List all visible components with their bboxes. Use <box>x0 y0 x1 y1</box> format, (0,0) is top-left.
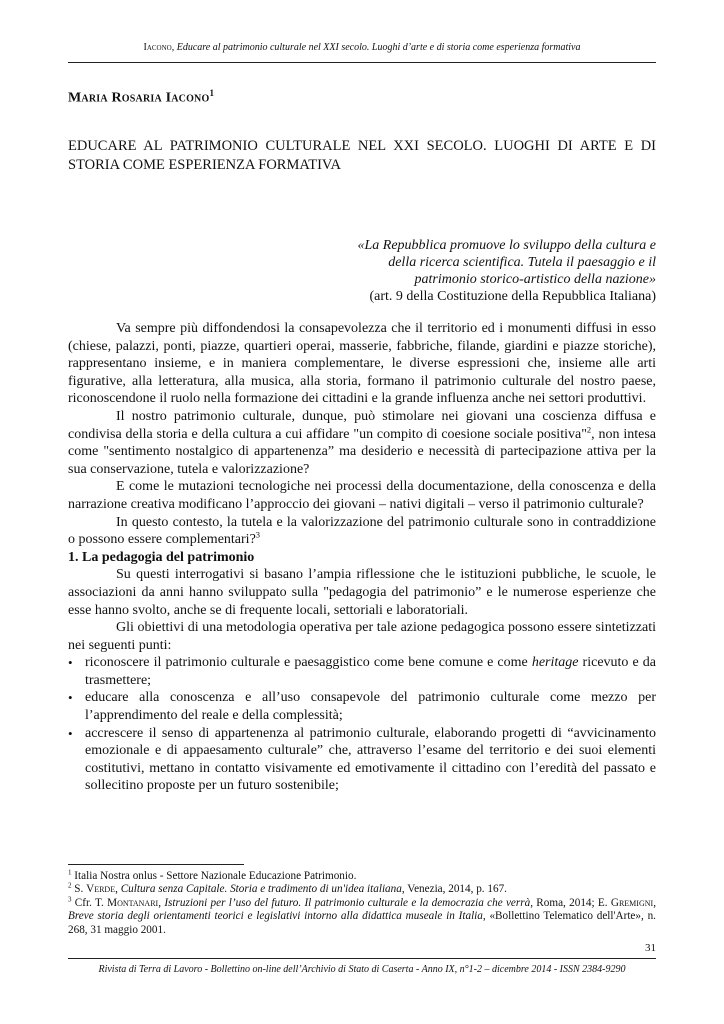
paragraph-1: Va sempre più diffondendosi la consapevolezza che il territorio ed i monumenti diffusi in esso (chiese, palazzi, ponti, piazze, quartieri operai, masserie, fabbriche, filande, giardini e piazze storiche), rappresentano insieme, e in maniera complementare, le diverse espressioni che, insieme alle arti figurative, alla letteratura, alla musica, alla storia, formano il patrimonio culturale del nostro paese, riconoscendone il ruolo nella formazione dei cittadini e la grande influenza anche nei settori produttivi. <box>68 321 656 407</box>
epigraph <box>216 237 656 305</box>
author-footnote-ref[interactable]: 1 <box>209 88 215 98</box>
objectives-list <box>68 654 656 795</box>
footnote-3: $^3$ Cfr. T. Montanari, Istruzioni per l’uso del futuro. Il patrimonio culturale e la democrazia che verrà, Roma, 2014; E. Gremigni, Breve storia degli orientamenti teorici e legislativi intorno alla didattica museale in Italia, «Bollettino Telematico dell'Arte», n. 268, 31 maggio 2001. <box>68 895 656 936</box>
section-paragraph-2: Gli obiettivi di una metodologia operativa per tale azione pedagogica possono essere sintetizzati nei seguenti punti: <box>68 620 656 653</box>
list-item: • accrescere il senso di appartenenza al patrimonio culturale, elaborando progetti di “avvicinamento emozionale e di appaesamento culturale” che, attraverso l’esame del territorio e dei suoi elementi costitutivi, mettano in contatto visivamente ed emotivamente il cittadino con l’eredità del passato e sollecitino proposte per un futuro sostenibile; <box>68 725 656 795</box>
section-paragraph-1: Su questi interrogativi si basano l’ampia riflessione che le istituzioni pubbliche, le scuole, le associazioni da anni hanno sviluppato sulla "pedagogia del patrimonio” e le numerose esperienze che esse hanno svolto, anche se di frequente locali, settoriali e laboratoriali. <box>68 567 656 618</box>
footnote-rule <box>68 864 244 865</box>
running-head-author: Iacono <box>143 42 172 53</box>
paragraph-4: In questo contesto, la tutela e la valorizzazione del patrimonio culturale sono in contraddizione o possono essere complementari?$^3$ <box>68 514 656 548</box>
footnote-1: $^1$ Italia Nostra onlus - Settore Nazionale Educazione Patrimonio. <box>68 868 357 882</box>
epigraph-source: (art. 9 della Costituzione della Repubblica Italiana) <box>369 289 656 304</box>
header-rule <box>68 62 656 63</box>
journal-footer: Rivista di Terra di Lavoro - Bollettino on-line dell’Archivio di Stato di Caserta - Anno IX, n°1-2 – dicembre 2014 - ISSN 2384-9290 <box>98 964 626 975</box>
footnote-ref-3[interactable]: 3 <box>255 529 261 540</box>
epigraph-line-2: della ricerca scientifica. Tutela il paesaggio e il <box>388 255 656 270</box>
section-heading: 1. La pedagogia del patrimonio <box>68 549 255 565</box>
footnotes <box>68 870 656 937</box>
page-number: 31 <box>645 942 656 954</box>
article-body <box>68 320 656 795</box>
footnote-2: $^2$ S. Verde, Cultura senza Capitale. Storia e tradimento di un'idea italiana, Venezia, 2014, p. 167. <box>68 881 507 896</box>
list-item: • riconoscere il patrimonio culturale e paesaggistico come bene comune e come heritage ricevuto e da trasmettere; <box>68 654 656 689</box>
paragraph-2: Il nostro patrimonio culturale, dunque, può stimolare nei giovani una coscienza diffusa e condivisa della storia e della cultura a cui affidare "un compito di coesione sociale positiva"$^2$, non intesa come "sentimento nostalgico di appartenenza” ma desiderio e necessità di partecipazione attiva per la sua conservazione, tutela e valorizzazione? <box>68 408 656 477</box>
footer-rule <box>68 958 656 959</box>
epigraph-line-3: patrimonio storico-artistico della nazione» <box>414 272 656 287</box>
list-item: • educare alla conoscenza e all’uso consapevole del patrimonio culturale come mezzo per l’apprendimento del reale e della complessità; <box>68 689 656 724</box>
article-title: EDUCARE AL PATRIMONIO CULTURALE NEL XXI SECOLO. LUOGHI DI ARTE E DI STORIA COME ESPERIENZA FORMATIVA <box>68 138 656 173</box>
epigraph-line-1: «La Repubblica promuove lo sviluppo della cultura e <box>357 238 656 253</box>
running-head-title: Educare al patrimonio culturale nel XXI secolo. Luoghi d’arte e di storia come esperienza formativa <box>176 42 581 53</box>
paragraph-3: E come le mutazioni tecnologiche nei processi della documentazione, della conoscenza e della narrazione creativa modificano l’approccio dei giovani – nativi digitali – verso il patrimonio culturale? <box>68 479 656 512</box>
running-head: Iacono, Educare al patrimonio culturale nel XXI secolo. Luoghi d’arte e di storia come esperienza formativa <box>143 42 581 53</box>
author-name: Maria Rosaria Iacono$^1$ <box>68 88 215 106</box>
footnote-ref-2[interactable]: 2 <box>586 423 592 434</box>
